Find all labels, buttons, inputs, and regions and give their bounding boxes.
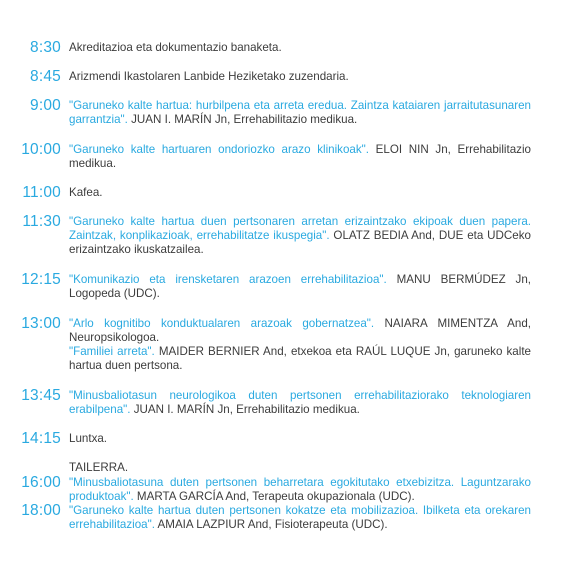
section-heading: TAILERRA.: [69, 461, 129, 474]
talk-title: "Komunikazio eta irensketaren arazoen errehabilitazioa".: [69, 273, 387, 286]
talk-title: "Garuneko kalte hartuaren ondoriozko arazo klinikoak".: [69, 143, 370, 156]
time-label: 8:30: [30, 39, 61, 56]
item-text: [69, 476, 531, 504]
item-text: [69, 317, 531, 373]
time-label: 10:00: [21, 141, 61, 158]
item-text: [69, 99, 531, 127]
time-label: 12:15: [21, 271, 61, 288]
time-label: 11:00: [22, 184, 61, 201]
talk-title: "Garuneko kalte hartua duten pertsonen kokatze eta mobilizazioa. Ibilketa eta orekaren errehabilitazioa".: [69, 504, 531, 531]
speaker-info: MAIDER BERNIER And, etxekoa eta RAÚL LUQUE Jn, garuneko kalte hartua duen pertsona.: [69, 345, 532, 372]
speaker-info: MARTA GARCÍA And, Terapeuta okupazionala (UDC).: [133, 490, 415, 503]
time-label: 9:00: [30, 97, 61, 114]
item-text: Arizmendi Ikastolaren Lanbide Heziketako zuzendaria.: [69, 70, 349, 83]
time-label: 13:00: [21, 315, 61, 332]
speaker-info: AMAIA LAZPIUR And, Fisioterapeuta (UDC).: [154, 518, 388, 531]
time-label: 13:45: [21, 387, 61, 404]
talk-title: "Arlo kognitibo konduktualaren arazoak gobernatzea".: [69, 317, 375, 330]
speaker-info: OLATZ BEDIA And, DUE eta UDCeko erizaintzako ikuskatzailea.: [69, 229, 531, 256]
time-label: 11:30: [22, 213, 61, 230]
talk-title: "Minusbaliotasuna duten pertsonen beharretara egokitutako etxebizitza. Laguntzarako produktoak".: [69, 476, 531, 503]
time-label: 14:15: [21, 430, 61, 447]
item-text: Kafea.: [69, 186, 103, 199]
item-text: [69, 273, 531, 301]
time-label: 8:45: [30, 68, 61, 85]
item-text: Luntxa.: [69, 432, 108, 445]
talk-title: "Minusbaliotasun neurologikoa duten pertsonen errehabilitaziorako teknologiaren erabilpena".: [69, 389, 531, 416]
item-text: [69, 215, 531, 257]
time-label: 16:00: [21, 474, 61, 491]
talk-title: "Garuneko kalte hartua: hurbilpena eta arreta eredua. Zaintza kataiaren jarraitutasunaren garrantzia".: [69, 99, 531, 126]
speaker-info: MANU BERMÚDEZ Jn, Logopeda (UDC).: [69, 273, 531, 300]
item-text: [69, 143, 531, 171]
talk-title: "Garuneko kalte hartua duen pertsonaren arretan erizaintzako ekipoak duen papera. Zaintzak, konplikazioak, errehabilitatze ikuspegia".: [69, 215, 531, 242]
speaker-info: NAIARA MIMENTZA And, Neuropsikologoa.: [69, 317, 531, 344]
talk-title: "Familiei arreta".: [69, 345, 155, 358]
time-label: 18:00: [21, 502, 61, 519]
speaker-info: ELOI NIN Jn, Errehabilitazio medikua.: [69, 143, 532, 170]
item-text: [69, 504, 531, 532]
speaker-info: JUAN I. MARÍN Jn, Errehabilitazio medikua.: [130, 403, 360, 416]
item-text: Akreditazioa eta dokumentazio banaketa.: [69, 41, 282, 54]
speaker-info: JUAN I. MARÍN Jn, Errehabilitazio medikua.: [127, 113, 358, 126]
item-text: [69, 389, 531, 417]
